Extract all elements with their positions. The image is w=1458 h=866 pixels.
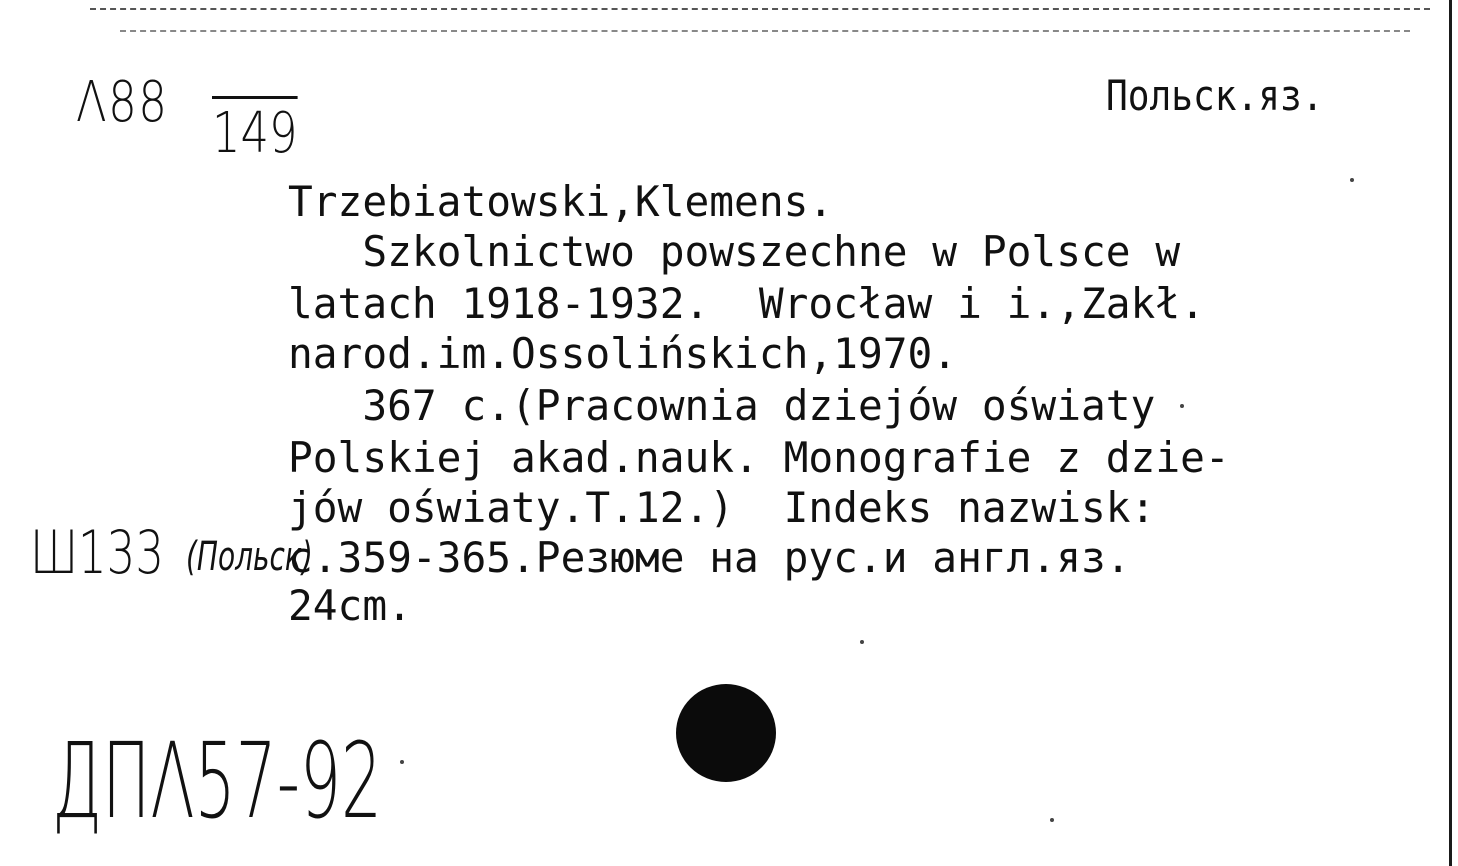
call-number: Λ88 xyxy=(76,70,169,135)
acquisition-number: ДПΛ57-92 xyxy=(52,720,383,842)
speck xyxy=(1050,818,1054,822)
entry-line-author: Trzebiatowski,Klemens. xyxy=(288,177,834,226)
punch-hole xyxy=(676,684,776,782)
shelf-mark: Ш133 xyxy=(30,518,164,588)
entry-line-series: Polskiej akad.nauk. Monografie z dzie- xyxy=(288,433,1230,482)
entry-line-size: 24cm. xyxy=(288,581,412,630)
shelf-mark-note: (Польск) xyxy=(186,534,313,580)
card-right-edge xyxy=(1449,0,1452,866)
speck xyxy=(1350,178,1354,182)
speck xyxy=(1180,404,1184,408)
entry-line-note: c.359-365.Резюме на рус.и англ.яз. xyxy=(288,533,1131,582)
entry-line-imprint: latach 1918-1932. Wrocław i i.,Zakł. xyxy=(288,279,1205,328)
speck xyxy=(860,640,864,644)
call-number-fraction: 149 xyxy=(212,96,298,166)
card-top-edge-secondary xyxy=(120,30,1410,34)
entry-line-publisher: narod.im.Ossolińskich,1970. xyxy=(288,329,958,378)
entry-line-series-cont: jów oświaty.T.12.) Indeks nazwisk: xyxy=(288,483,1156,532)
subject-heading: Польск.яз. xyxy=(1106,71,1324,120)
card-top-edge xyxy=(90,8,1430,12)
entry-line-pages: 367 c.(Pracownia dziejów oświaty xyxy=(288,381,1156,430)
entry-line-title: Szkolnictwo powszechne w Polsce w xyxy=(288,227,1181,276)
speck xyxy=(400,760,404,764)
